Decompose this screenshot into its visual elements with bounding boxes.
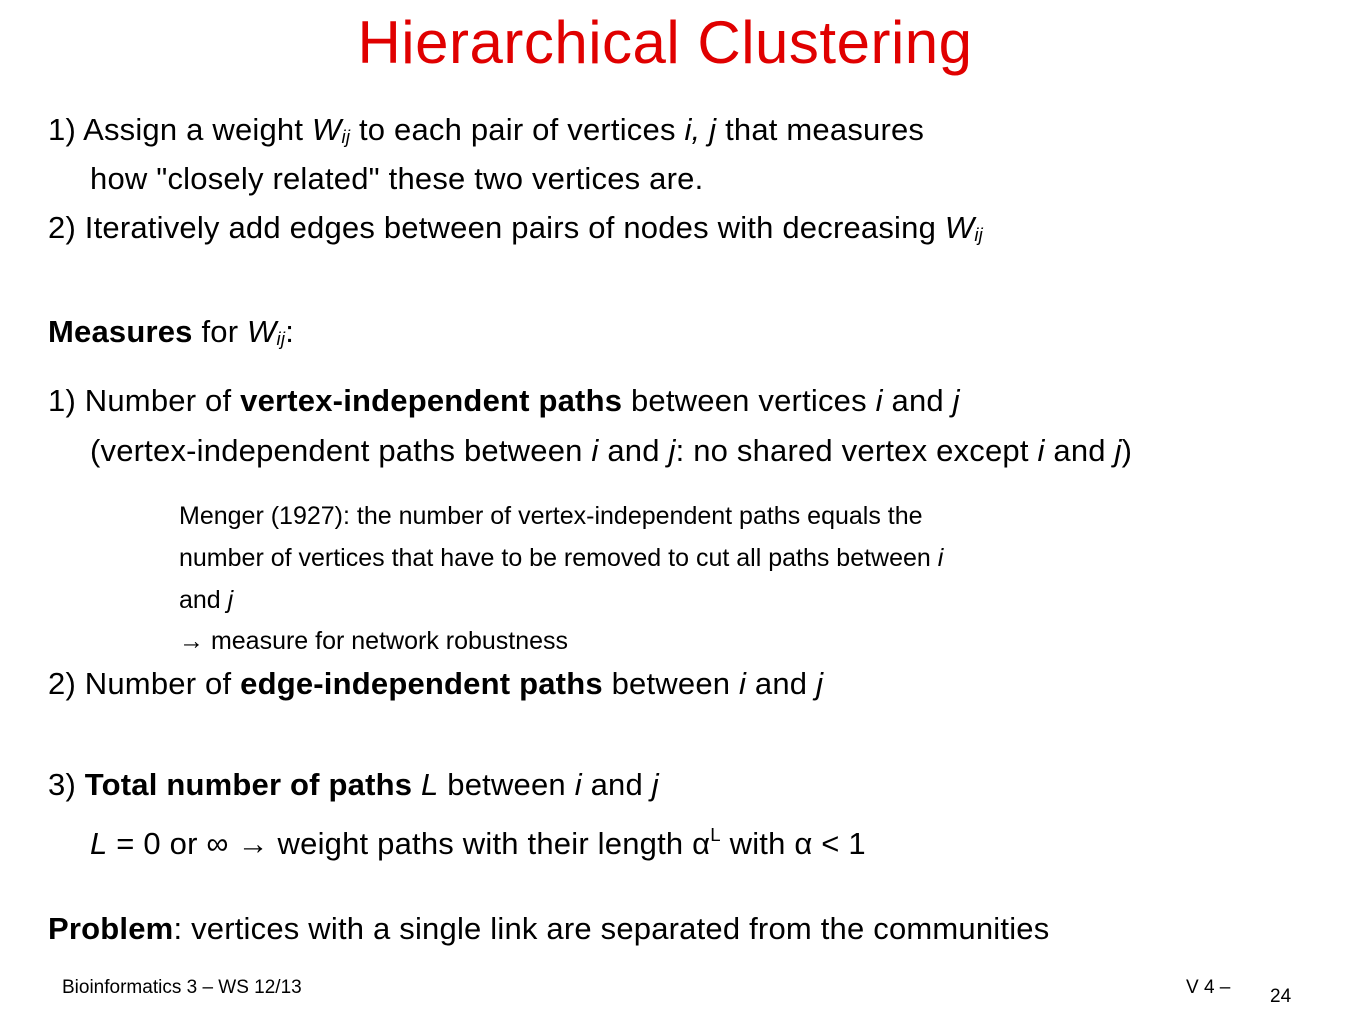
measure-text: and: [1044, 433, 1115, 468]
measure-3: [48, 767, 659, 803]
intro-text: to each pair of vertices: [350, 112, 685, 147]
measure-text: and: [746, 666, 817, 701]
problem-text: : vertices with a single link are separated from the communities: [173, 911, 1050, 946]
footer-lecture: V 4 –: [1186, 977, 1231, 998]
measure-2: [48, 666, 823, 702]
intro-text: that measures: [716, 112, 925, 147]
menger-text: and: [179, 586, 228, 614]
intro-step-1-cont: how "closely related" these two vertices are.: [90, 161, 704, 196]
measure-text: 1) Number of: [48, 383, 241, 418]
measure-1: [48, 383, 960, 419]
measure-text: ): [1121, 433, 1133, 468]
slide-title: Hierarchical Clustering: [357, 9, 973, 76]
measure-term: Total number of paths: [84, 767, 421, 802]
path-count-symbol: L: [421, 767, 439, 802]
measure-text: (vertex-independent paths between: [90, 433, 592, 468]
vertex-i: i: [875, 383, 883, 418]
menger-text: number of vertices that have to be removed to cut all paths between: [179, 544, 938, 572]
weight-subscript: ij: [341, 126, 351, 147]
vertex-i: i: [1037, 433, 1045, 468]
footer-course: Bioinformatics 3 – WS 12/13: [62, 977, 302, 998]
vertex-j: j: [651, 767, 659, 802]
measure-term: vertex-independent paths: [240, 383, 623, 418]
measures-colon: :: [285, 314, 295, 349]
menger-note-line-3: [179, 585, 233, 615]
weight-symbol: W: [944, 210, 975, 245]
weight-subscript: ij: [974, 224, 983, 245]
menger-note-line-1: Menger (1927): the number of vertex-independent paths equals the: [179, 502, 923, 530]
vertex-j: j: [952, 383, 960, 418]
vertex-j: j: [668, 433, 676, 468]
vertex-symbols: i, j: [684, 112, 717, 147]
vertex-i: i: [937, 544, 944, 572]
vertex-i: i: [591, 433, 599, 468]
weight-symbol: W: [247, 314, 277, 349]
menger-note-line-2: [179, 543, 943, 573]
measure-text: = 0 or ∞ → weight paths with their length α: [107, 826, 711, 861]
measures-label: Measures: [48, 314, 193, 349]
vertex-j: j: [227, 586, 234, 614]
measure-text: 2) Number of: [48, 666, 241, 701]
measure-3-weighting: [90, 817, 866, 862]
measures-heading: [48, 314, 294, 357]
intro-text: 2) Iteratively add edges between pairs of nodes with decreasing: [48, 210, 945, 245]
measure-text: 3): [48, 767, 85, 802]
measure-text: and: [598, 433, 669, 468]
measure-text: between vertices: [622, 383, 876, 418]
problem-label: Problem: [48, 911, 174, 946]
vertex-j: j: [816, 666, 824, 701]
weight-subscript: ij: [276, 328, 286, 349]
measure-text: and: [882, 383, 953, 418]
measure-term: edge-independent paths: [240, 666, 603, 701]
vertex-i: i: [739, 666, 747, 701]
intro-step-1: [48, 112, 924, 155]
measure-text: : no shared vertex except: [675, 433, 1038, 468]
menger-note-line-4: → measure for network robustness: [179, 627, 569, 655]
measure-1-explanation: [90, 433, 1132, 469]
vertex-i: i: [574, 767, 582, 802]
alpha-exponent: L: [710, 824, 721, 845]
intro-text: 1) Assign a weight: [48, 112, 313, 147]
measure-text: and: [581, 767, 652, 802]
weight-symbol: W: [312, 112, 342, 147]
measure-text: between: [602, 666, 740, 701]
page-number: 24: [1270, 986, 1292, 1007]
vertex-j: j: [1114, 433, 1122, 468]
path-count-symbol: L: [90, 826, 108, 861]
measure-text: with α < 1: [720, 826, 866, 861]
measure-text: between: [438, 767, 575, 802]
problem-statement: [48, 911, 1049, 947]
intro-step-2: [48, 210, 983, 253]
measures-text: for: [192, 314, 248, 349]
